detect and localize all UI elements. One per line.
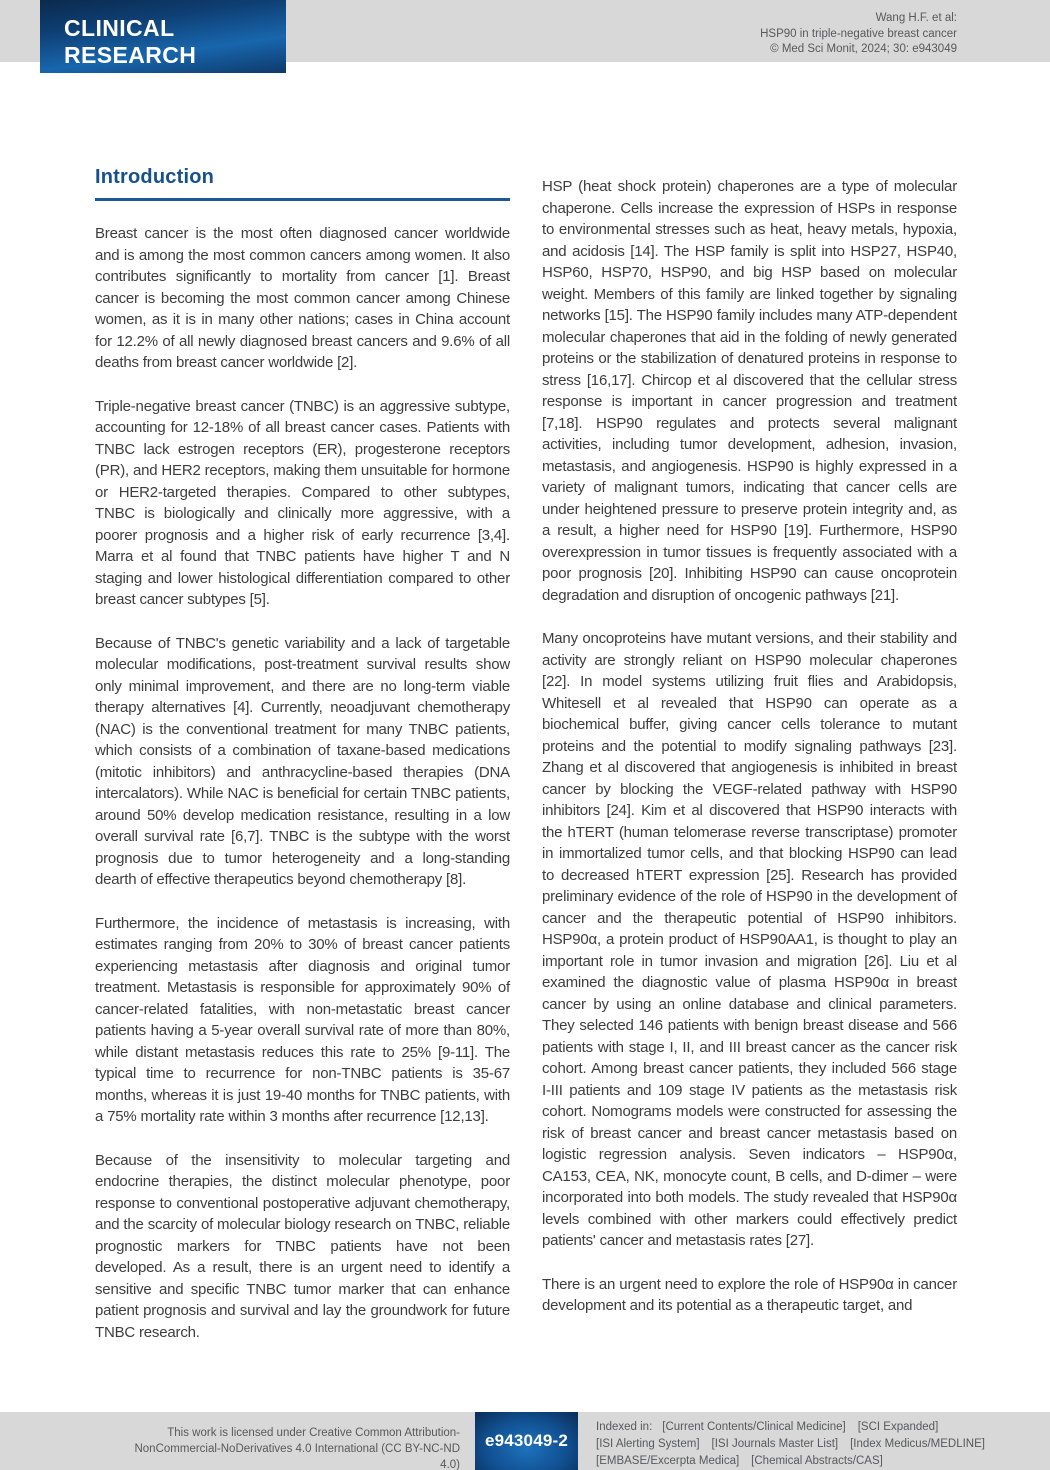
- article-citation: [760, 11, 957, 58]
- article-body: [95, 166, 958, 1343]
- paragraph-hsp90a-need: There is an urgent need to explore the role of HSP90α in cancer development and its potential as a therapeutic target, and: [542, 1275, 957, 1314]
- citation-journal: © Med Sci Monit, 2024; 30: e943049: [770, 43, 957, 55]
- paragraph-breast-cancer-incidence: Breast cancer is the most often diagnosed cancer worldwide and is among the most common cancers among women. It also contributes significantly to mortality from cancer [1]. Breast cancer is becoming the most common cancer among Chinese women, as it is in many other nations; cases in China account for 12.2% of all newly diagnosed breast cancers and 9.6% of all deaths from breast cancer worldwide [2].: [95, 225, 510, 371]
- paragraph-hsp-chaperones: HSP (heat shock protein) chaperones are a type of molecular chaperone. Cells increase the expression of HSPs in response to environmental stresses such as heat, heavy metals, hypoxia, and acidosis [14]. The HSP family is split into HSP27, HSP40, HSP60, HSP70, HSP90, and big HSP based on molecular weight. Members of this family are linked together by signaling networks [15]. The HSP90 family includes many ATP-dependent molecular chaperones that aid in the folding of newly generated proteins or the stabilization of denatured proteins in response to stress [16,17]. Chircop et al discovered that the cellular stress response is important in cancer progression and treatment [7,18]. HSP90 regulates and protects several malignant activities, including tumor development, adhesion, invasion, metastasis, and angiogenesis. HSP90 is highly expressed in a variety of malignant tumors, indicating that cancer cells are under heightened pressure to preserve protein integrity and, as a result, a higher need for HSP90 [19]. Furthermore, HSP90 overexpression in tumor tissues is frequently associated with a poor prognosis [20]. Inhibiting HSP90 can cause oncoprotein degradation and disruption of oncogenic pathways [21].: [542, 178, 957, 604]
- paragraph-tnbc-treatment: Because of TNBC's genetic variability and a lack of targetable molecular modifications, post-treatment survival results show only minimal improvement, and there are no long-term viable therapy alternatives [4]. Currently, neoadjuvant chemotherapy (NAC) is the conventional treatment for many TNBC patients, which consists of a combination of taxane-based medications (mitotic inhibitors) and anthracycline-based therapies (DNA intercalators). While NAC is beneficial for certain TNBC patients, around 50% develop medication resistance, resulting in a low overall survival rate [6,7]. TNBC is the subtype with the worst prognosis due to tumor heterogeneity and a long-standing dearth of effective therapeutics beyond chemotherapy [8].: [95, 634, 510, 888]
- section-title: Introduction: [95, 166, 510, 201]
- index-entry: [ISI Journals Master List]: [711, 1438, 839, 1450]
- indexed-in-label: Indexed in:: [596, 1421, 653, 1433]
- license-text: [130, 1425, 460, 1470]
- paragraph-hsp90-research: Many oncoproteins have mutant versions, and their stability and activity are strongly reliant on HSP90 molecular chaperones [22]. In model systems utilizing fruit flies and Arabidopsis, Whitesell et al revealed that HSP90 can operate as a biochemical buffer, giving cancer cells tolerance to mutant proteins and the potential to modify signaling pathways [23]. Zhang et al discovered that angiogenesis is inhibited in breast cancer by blocking the VEGF-related pathway with HSP90 inhibitors [24]. Kim et al discovered that HSP90 interacts with the hTERT (human telomerase reverse transcriptase) promoter in immortalized tumor cells, and that blocking HSP90 can lead to decreased hTERT expression [25]. Research has provided preliminary evidence of the role of HSP90 in the development of cancer and the therapeutic potential of HSP90 inhibitors. HSP90α, a protein product of HSP90AA1, is thought to play an important role in tumor invasion and migration [26]. Liu et al examined the diagnostic value of plasma HSP90α in breast cancer by using an online database and clinical parameters. They selected 146 patients with benign breast disease and 566 patients with stage I, II, and III breast cancer as the cancer risk cohort. Among breast cancer patients, they included 566 stage I-III patients and 109 stage IV patients as the metastasis risk cohort. Nomograms models were constructed for assessing the risk of breast cancer and breast cancer metastasis based on logistic regression analysis. Seven indicators – HSP90α, CA153, CEA, NK, monocyte count, B cells, and D-dimer – were incorporated into both models. The study revealed that HSP90α levels combined with other markers could effectively predict patients' cancer and metastasis rates [27].: [542, 630, 957, 1249]
- paragraph-marker-need: Because of the insensitivity to molecular targeting and endocrine therapies, the distinct molecular phenotype, poor response to conventional postoperative adjuvant chemotherapy, and the scarcity of molecular biology research on TNBC, reliable prognostic markers for TNBC patients have not been developed. As a result, there is an urgent need to identify a sensitive and specific TNBC tumor marker that can enhance patient prognosis and survival and lay the groundwork for future TNBC research.: [95, 1151, 510, 1341]
- citation-authors: Wang H.F. et al:: [875, 12, 957, 24]
- license-line-2: NonCommercial-NoDerivatives 4.0 International (CC BY-NC-ND 4.0): [134, 1443, 460, 1470]
- index-entry: [EMBASE/Excerpta Medica]: [596, 1455, 740, 1467]
- page-id-badge: e943049-2: [475, 1412, 578, 1470]
- index-entry: [Current Contents/Clinical Medicine]: [662, 1421, 846, 1433]
- left-column: [95, 166, 510, 1343]
- license-line-1: This work is licensed under Creative Common Attribution-: [167, 1427, 460, 1439]
- index-entry: [ISI Alerting System]: [596, 1438, 700, 1450]
- paragraph-tnbc-subtype: Triple-negative breast cancer (TNBC) is an aggressive subtype, accounting for 12-18% of all breast cancer cases. Patients with TNBC lack estrogen receptors (ER), progesterone receptors (PR), and HER2 receptors, making them unsuitable for hormone or HER2-targeted therapies. Compared to other subtypes, TNBC is biologically and clinically more aggressive, with a poorer prognosis and a higher risk of early recurrence [3,4]. Marra et al found that TNBC patients have higher T and N staging and lower histological differentiation compared to other breast cancer subtypes [5].: [95, 397, 510, 608]
- category-label: CLINICAL RESEARCH: [64, 14, 197, 68]
- indexed-in-list: [596, 1419, 1026, 1470]
- article-category-banner: [40, 0, 286, 73]
- citation-title: HSP90 in triple-negative breast cancer: [760, 27, 957, 40]
- index-entry: [Chemical Abstracts/CAS]: [751, 1455, 883, 1467]
- index-entry: [Index Medicus/MEDLINE]: [850, 1438, 985, 1450]
- right-column: [542, 166, 957, 1343]
- index-entry: [SCI Expanded]: [857, 1421, 939, 1433]
- paragraph-metastasis: Furthermore, the incidence of metastasis is increasing, with estimates ranging from 20% to 30% of breast cancer patients experiencing metastasis after diagnosis and original tumor treatment. Metastasis is responsible for approximately 90% of cancer-related fatalities, with non-metastatic breast cancer patients having a 5-year overall survival rate of more than 80%, while distant metastasis reduces this rate to 25% [9-11]. The typical time to recurrence for non-TNBC patients is 35-67 months, whereas it is just 19-40 months for TNBC patients, with a 75% mortality rate within 3 months after recurrence [12,13].: [95, 914, 510, 1125]
